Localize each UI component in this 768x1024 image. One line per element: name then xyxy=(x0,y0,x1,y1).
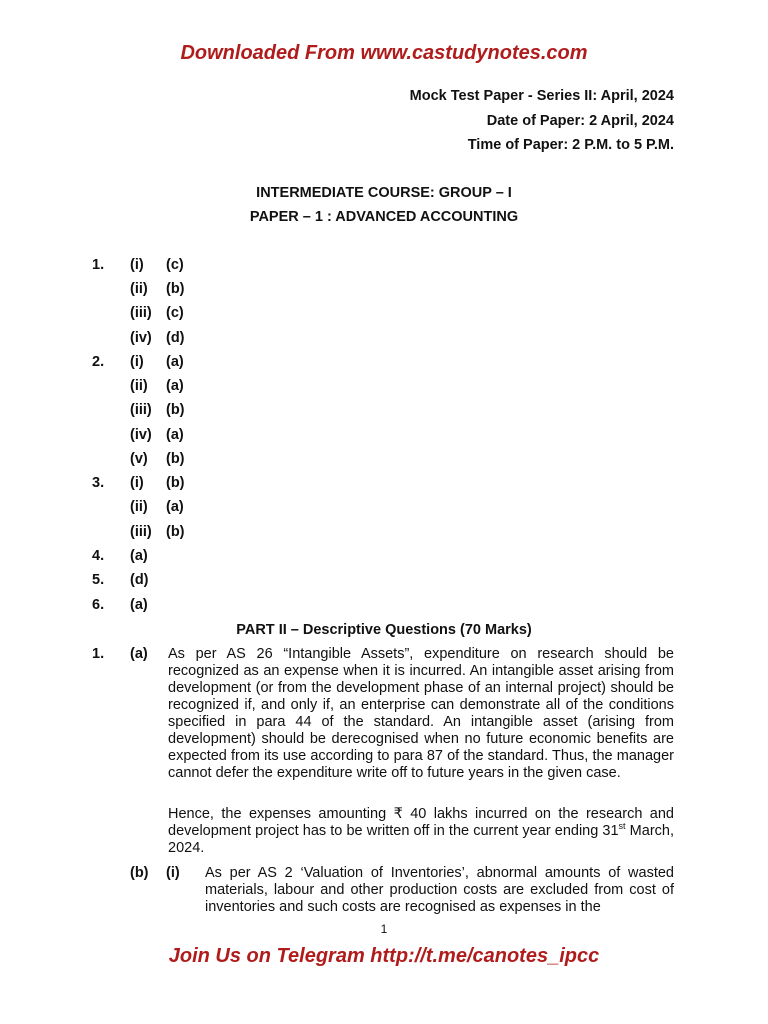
sub-question: (iv) xyxy=(130,330,152,346)
ordinal-suffix: st xyxy=(618,821,626,832)
question-number: 4. xyxy=(92,548,105,564)
question-number: 1. xyxy=(92,257,105,273)
paper-heading: PAPER – 1 : ADVANCED ACCOUNTING xyxy=(249,209,519,225)
answer-option: (d) xyxy=(166,330,185,346)
sub-question: (a) xyxy=(130,548,148,564)
part-label: (b) xyxy=(130,865,149,881)
answer-option: (c) xyxy=(166,257,184,273)
date-of-paper: Date of Paper: 2 April, 2024 xyxy=(486,113,674,129)
sub-question: (ii) xyxy=(130,499,148,515)
mock-test-title: Mock Test Paper - Series II: April, 2024 xyxy=(409,88,674,104)
sub-part-label: (i) xyxy=(166,865,180,881)
answer-1b-i-paragraph: As per AS 2 ‘Valuation of Inventories’, abnormal amounts of wasted materials, labour and other production costs are excluded from cost of inventories and such costs are recognised as expenses in the xyxy=(205,865,674,915)
answer-option: (b) xyxy=(166,402,185,418)
sub-question: (i) xyxy=(130,257,144,273)
sub-question: (ii) xyxy=(130,378,148,394)
question-number: 6. xyxy=(92,597,105,613)
answer-option: (c) xyxy=(166,305,184,321)
answer-option: (b) xyxy=(166,281,185,297)
sub-question: (iii) xyxy=(130,524,152,540)
question-number: 5. xyxy=(92,572,105,588)
conclusion-date: March, 2024. xyxy=(168,823,674,856)
part-ii-heading: PART II – Descriptive Questions (70 Marks) xyxy=(236,622,532,638)
telegram-banner: Join Us on Telegram http://t.me/canotes_ipcc xyxy=(168,945,600,967)
sub-question: (v) xyxy=(130,451,148,467)
answer-option: (b) xyxy=(166,524,185,540)
time-of-paper: Time of Paper: 2 P.M. to 5 P.M. xyxy=(467,137,674,153)
answer-option: (b) xyxy=(166,475,185,491)
conclusion-text: Hence, the expenses amounting ₹ 40 lakhs incurred on the research and development project has to be written off in the current year ending 31 xyxy=(168,806,674,839)
answer-option: (a) xyxy=(166,427,184,443)
sub-question: (ii) xyxy=(130,281,148,297)
sub-question: (i) xyxy=(130,354,144,370)
sub-question: (iii) xyxy=(130,305,152,321)
question-number: 1. xyxy=(92,646,105,662)
page-number: 1 xyxy=(380,922,388,936)
answer-1a-conclusion xyxy=(168,806,674,857)
answer-option: (a) xyxy=(166,499,184,515)
sub-question: (iii) xyxy=(130,402,152,418)
sub-question: (d) xyxy=(130,572,149,588)
answer-option: (b) xyxy=(166,451,185,467)
sub-question: (a) xyxy=(130,597,148,613)
part-label: (a) xyxy=(130,646,148,662)
question-number: 2. xyxy=(92,354,105,370)
answer-option: (a) xyxy=(166,354,184,370)
answer-option: (a) xyxy=(166,378,184,394)
sub-question: (iv) xyxy=(130,427,152,443)
download-banner: Downloaded From www.castudynotes.com xyxy=(180,42,588,64)
question-number: 3. xyxy=(92,475,105,491)
sub-question: (i) xyxy=(130,475,144,491)
course-heading: INTERMEDIATE COURSE: GROUP – I xyxy=(256,185,512,201)
answer-1a-paragraph: As per AS 26 “Intangible Assets”, expenditure on research should be recognized as an expense when it is incurred. An intangible asset arising from development (or from the development phase of an internal project) should be recognized if, and only if, an enterprise can demonstrate all of the conditions specified in para 44 of the standard. An intangible asset (arising from development) should be derecognised when no future economic benefits are expected from its use according to para 87 of the standard. Thus, the manager cannot defer the expenditure write off to future years in the given case. xyxy=(168,646,674,781)
